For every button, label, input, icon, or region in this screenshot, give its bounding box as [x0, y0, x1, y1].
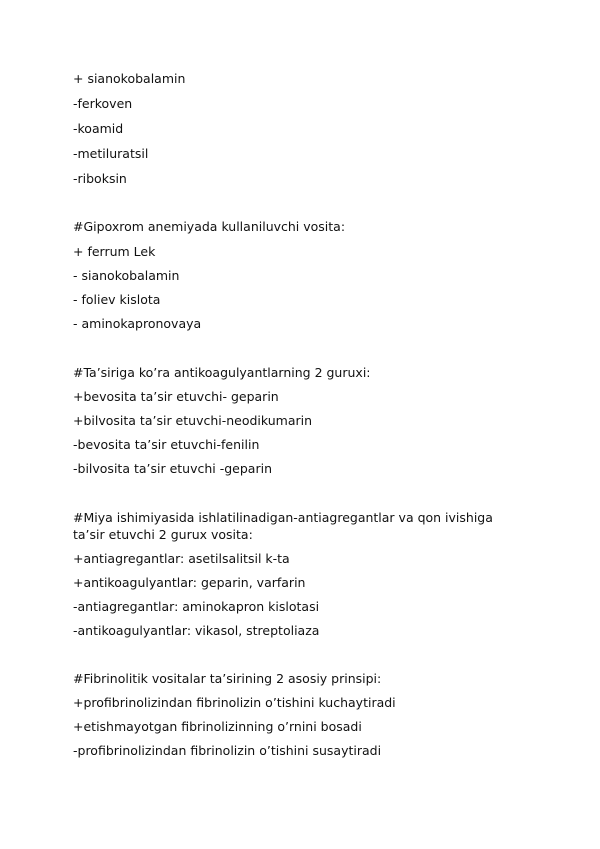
answer-option: +bilvosita ta’sir etuvchi-neodikumarin	[73, 413, 313, 428]
answer-option: -antikoagulyantlar: vikasol, streptoliaza	[73, 623, 320, 638]
answer-option: - aminokapronovaya	[73, 316, 202, 331]
answer-option: -bevosita ta’sir etuvchi-fenilin	[73, 437, 260, 452]
answer-option: +bevosita ta’sir etuvchi- geparin	[73, 389, 279, 404]
answer-option: -profibrinolizindan fibrinolizin o’tishini susaytiradi	[73, 743, 382, 758]
answer-option: +profibrinolizindan fibrinolizin o’tishini kuchaytiradi	[73, 695, 396, 710]
question-text: #Gipoxrom anemiyada kullaniluvchi vosita:	[73, 219, 346, 234]
answer-option: +etishmayotgan fibrinolizinning o’rnini bosadi	[73, 719, 362, 734]
answer-option: -metiluratsil	[73, 146, 149, 161]
answer-option: -ferkoven	[73, 96, 133, 111]
question-text: #Ta’siriga ko’ra antikoagulyantlarning 2 guruxi:	[73, 365, 371, 380]
answer-option: - sianokobalamin	[73, 268, 180, 283]
answer-option: - foliev kislota	[73, 292, 161, 307]
answer-option: + sianokobalamin	[73, 71, 186, 86]
answer-option: -antiagregantlar: aminokapron kislotasi	[73, 599, 320, 614]
answer-option: -riboksin	[73, 171, 127, 186]
answer-option: +antiagregantlar: asetilsalitsil k-ta	[73, 551, 290, 566]
answer-option: + ferrum Lek	[73, 244, 156, 259]
answer-option: -koamid	[73, 121, 124, 136]
question-text: #Fibrinolitik vositalar ta’sirining 2 asosiy prinsipi:	[73, 671, 382, 686]
question-text: #Miya ishimiyasida ishlatilinadigan-antiagregantlar va qon ivishiga ta’sir etuvchi 2 gurux vosita:	[73, 510, 493, 542]
answer-option: -bilvosita ta’sir etuvchi -geparin	[73, 461, 273, 476]
answer-option: +antikoagulyantlar: geparin, varfarin	[73, 575, 306, 590]
